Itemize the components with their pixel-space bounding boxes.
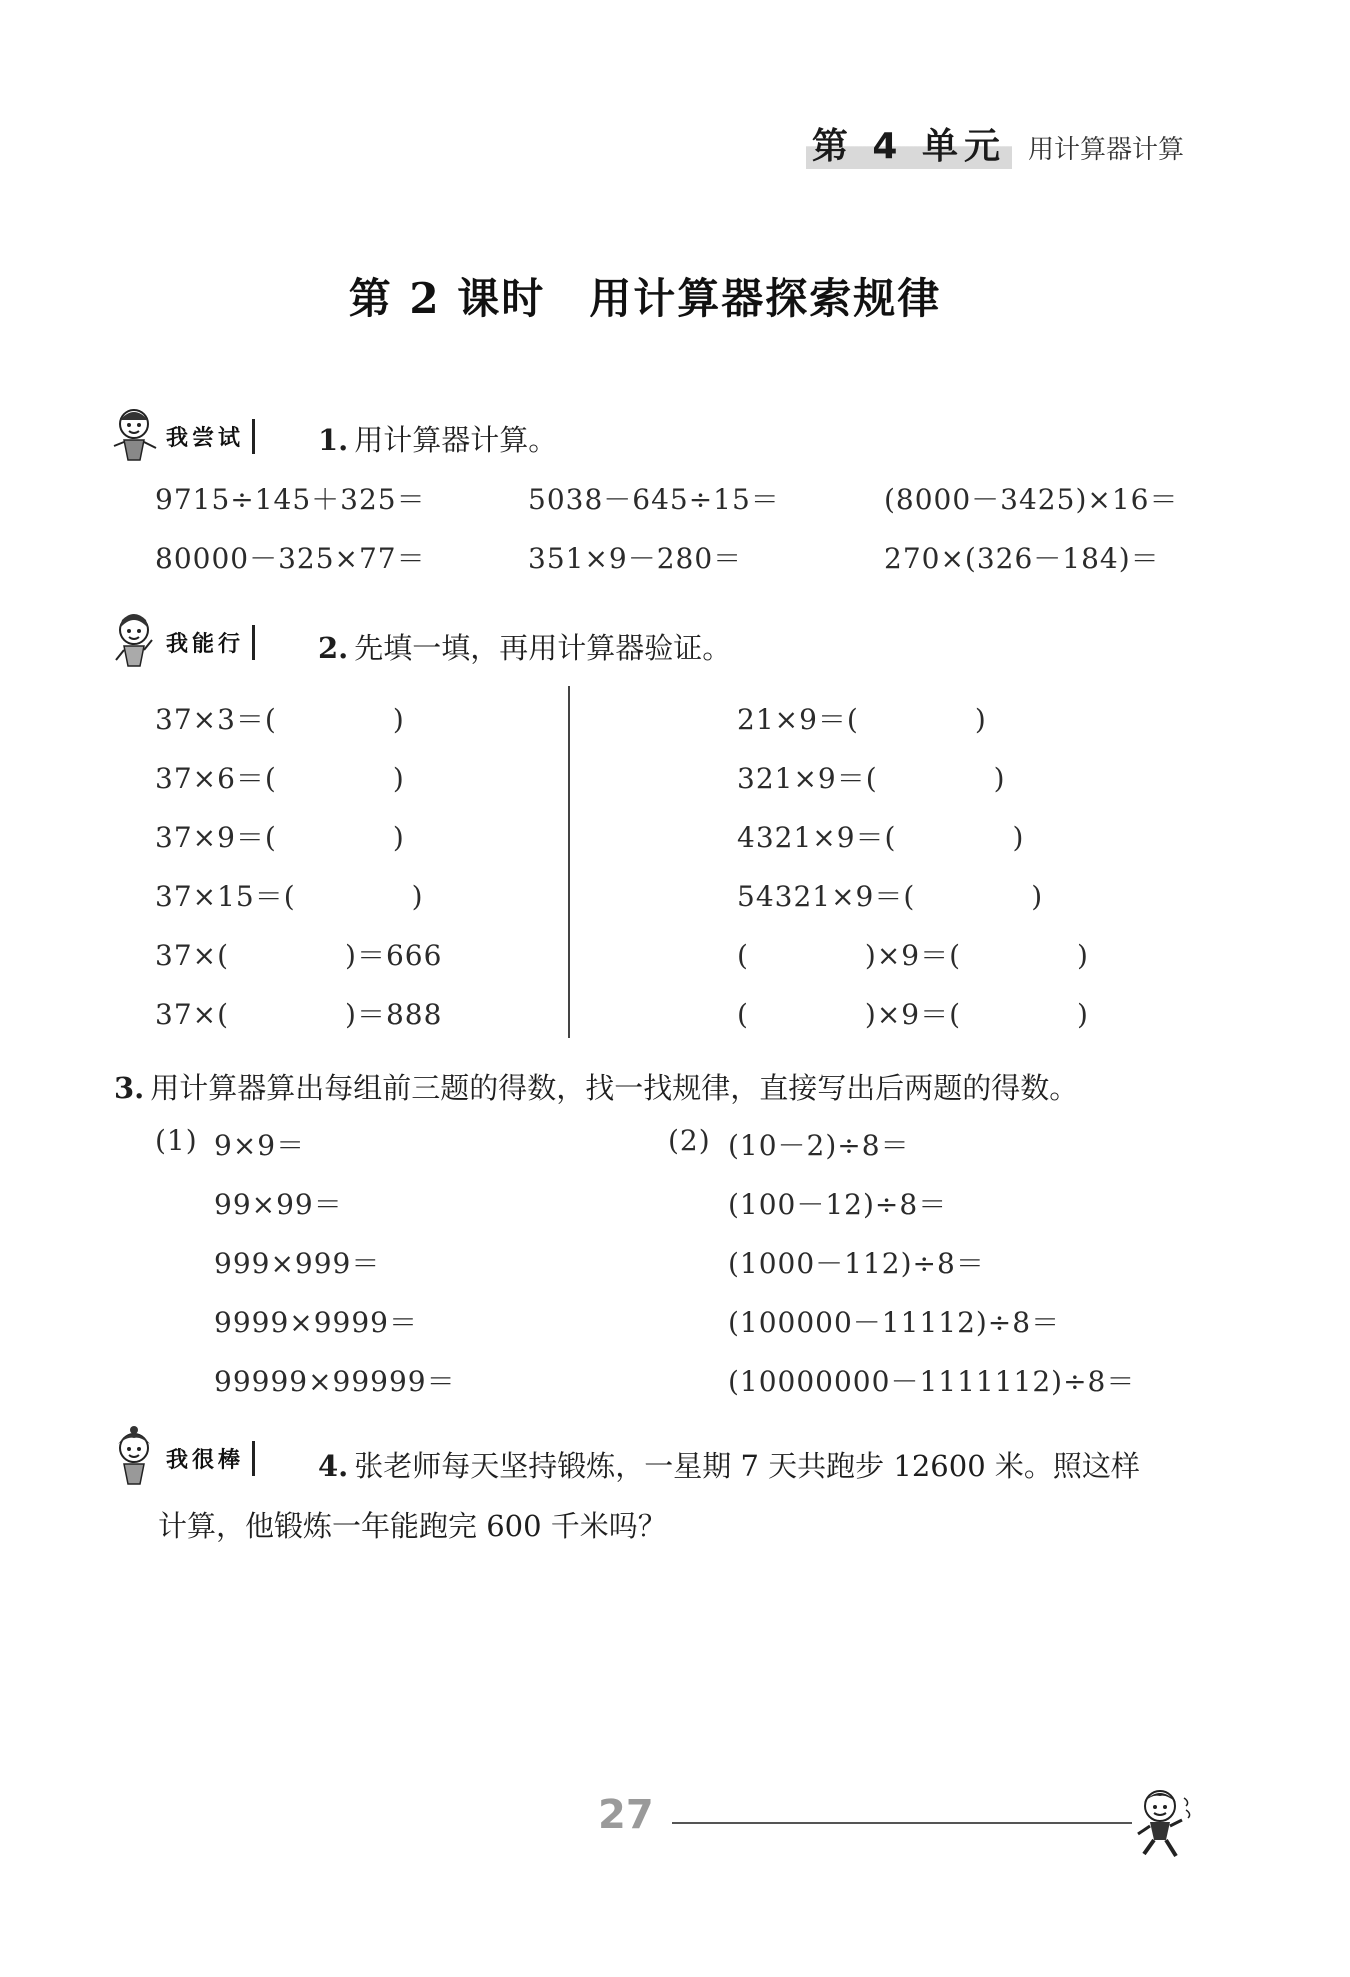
fill-blank-expression: 21×9＝( ) — [737, 703, 987, 736]
unit-header — [806, 118, 1184, 169]
fill-blank-expression: 321×9＝( ) — [737, 762, 1006, 795]
expression: (8000－3425)×16＝ — [884, 483, 1179, 516]
running-mascot-icon — [1126, 1782, 1196, 1862]
fill-blank-expression: 37×3＝( ) — [155, 703, 405, 736]
pattern-expression: (10000000－1111112)÷8＝ — [728, 1365, 1136, 1398]
footer-rule — [672, 1822, 1132, 1824]
pattern-expression: (1000－112)÷8＝ — [728, 1247, 985, 1280]
expression: 80000－325×77＝ — [155, 542, 426, 575]
group-label: (2) — [668, 1124, 711, 1157]
lesson-title: 第 2 课时 用计算器探索规律 — [348, 274, 942, 323]
mascot-icon — [110, 610, 162, 674]
question-number: 1. — [318, 423, 349, 457]
fill-blank-expression: 4321×9＝( ) — [737, 821, 1025, 854]
question-prompt: 用计算器计算。 — [354, 423, 558, 457]
pattern-expression: 9999×9999＝ — [214, 1306, 418, 1339]
question-number: 4. — [318, 1449, 349, 1483]
expression: 5038－645÷15＝ — [528, 483, 780, 516]
pattern-expression: 99×99＝ — [214, 1188, 343, 1221]
page-number: 27 — [598, 1792, 654, 1838]
question-1 — [318, 418, 557, 459]
question-2 — [318, 626, 731, 667]
unit-name: 第 4 单元 — [806, 118, 1012, 169]
question-3 — [114, 1066, 1078, 1107]
pattern-expression: (10－2)÷8＝ — [728, 1129, 910, 1162]
question-prompt: 先填一填，再用计算器验证。 — [354, 631, 732, 665]
fill-blank-expression: 37×9＝( ) — [155, 821, 405, 854]
badge-try — [110, 404, 255, 468]
expression: 9715÷145＋325＝ — [155, 483, 426, 516]
question-prompt-line1: 张老师每天坚持锻炼，一星期 7 天共跑步 12600 米。照这样 — [354, 1449, 1140, 1483]
badge-can — [110, 610, 255, 674]
question-4 — [318, 1444, 1140, 1485]
pattern-expression: (100000－11112)÷8＝ — [728, 1306, 1061, 1339]
fill-blank-expression: ( )×9＝( ) — [737, 998, 1089, 1031]
expression: 270×(326－184)＝ — [884, 542, 1160, 575]
pattern-expression: 999×999＝ — [214, 1247, 381, 1280]
fill-blank-expression: 37×( )＝888 — [155, 998, 443, 1031]
pattern-expression: 9×9＝ — [214, 1129, 306, 1162]
question-number: 2. — [318, 631, 349, 665]
fill-blank-expression: 37×( )＝666 — [155, 939, 443, 972]
fill-blank-expression: 54321×9＝( ) — [737, 880, 1044, 913]
group-label: (1) — [155, 1124, 198, 1157]
expression: 351×9－280＝ — [528, 542, 743, 575]
column-divider — [568, 686, 570, 1038]
fill-blank-expression: ( )×9＝( ) — [737, 939, 1089, 972]
question-number: 3. — [114, 1071, 145, 1105]
question-prompt-line2: 计算，他锻炼一年能跑完 600 千米吗？ — [158, 1509, 667, 1543]
pattern-expression: (100－12)÷8＝ — [728, 1188, 948, 1221]
badge-label: 我很棒 — [162, 1441, 255, 1476]
mascot-icon — [110, 404, 162, 468]
badge-label: 我尝试 — [162, 419, 255, 454]
badge-label: 我能行 — [162, 625, 255, 660]
unit-subtitle: 用计算器计算 — [1027, 135, 1184, 165]
pattern-expression: 99999×99999＝ — [214, 1365, 456, 1398]
fill-blank-expression: 37×15＝( ) — [155, 880, 424, 913]
question-prompt: 用计算器算出每组前三题的得数，找一找规律，直接写出后两题的得数。 — [150, 1071, 1079, 1105]
fill-blank-expression: 37×6＝( ) — [155, 762, 405, 795]
mascot-icon — [110, 1426, 162, 1490]
badge-great — [110, 1426, 255, 1490]
